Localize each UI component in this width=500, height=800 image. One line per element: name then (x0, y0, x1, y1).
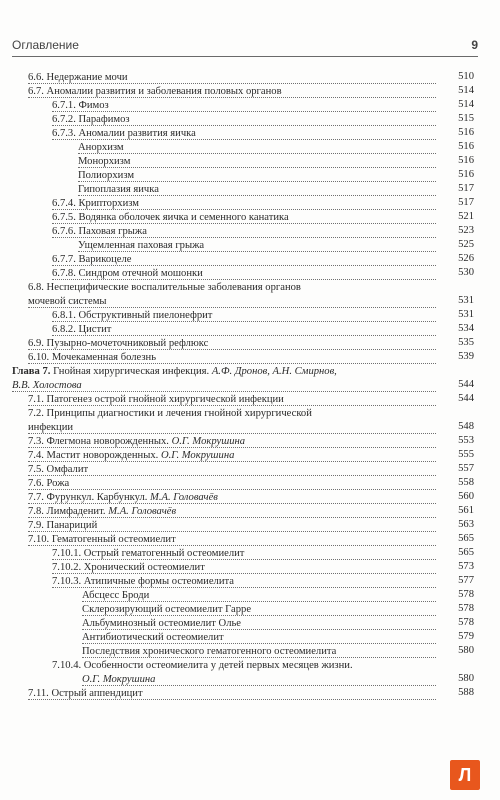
toc-entry[interactable]: 6.6. Недержание мочи (28, 70, 436, 84)
toc-entry[interactable]: 7.10.4. Особенности остеомиелита у детей первых месяцев жизни. (52, 660, 353, 671)
toc-page: 580 (458, 645, 474, 656)
toc-page: 516 (458, 127, 474, 138)
toc-page: 580 (458, 673, 474, 684)
toc-entry[interactable]: 7.2. Принципы диагностики и лечения гнойной хирургической (28, 408, 312, 419)
toc-entry[interactable]: 7.11. Острый аппендицит (28, 686, 436, 700)
toc-page: 517 (458, 183, 474, 194)
toc-entry[interactable]: 7.10. Гематогенный остеомиелит (28, 532, 436, 546)
toc-page: 523 (458, 225, 474, 236)
toc-entry[interactable]: 7.4. Мастит новорожденных. О.Г. Мокрушина (28, 448, 436, 462)
toc-entry[interactable]: Анорхизм (78, 140, 436, 154)
toc-entry[interactable]: Ущемленная паховая грыжа (78, 238, 436, 252)
page-header (12, 38, 478, 57)
toc-page: 578 (458, 603, 474, 614)
toc-entry[interactable]: 6.7.8. Синдром отечной мошонки (52, 266, 436, 280)
toc-entry[interactable]: Антибиотический остеомиелит (82, 630, 436, 644)
running-title: Оглавление (12, 38, 79, 52)
toc-page: 577 (458, 575, 474, 586)
toc-entry[interactable]: 6.7.6. Паховая грыжа (52, 224, 436, 238)
toc-entry[interactable]: Последствия хронического гематогенного остеомиелита (82, 644, 436, 658)
toc-entry[interactable]: 7.6. Рожа (28, 476, 436, 490)
toc-page (444, 364, 474, 378)
toc-entry[interactable]: 7.7. Фурункул. Карбункул. М.А. Головачёв (28, 490, 436, 504)
toc-page: 553 (458, 435, 474, 446)
toc-page: 578 (458, 617, 474, 628)
toc-entry[interactable]: 6.8. Неспецифические воспалительные заболевания органов (28, 282, 301, 293)
logo-letter: Л (458, 764, 472, 785)
toc-page: 516 (458, 155, 474, 166)
toc-page: 544 (458, 393, 474, 404)
toc-page (444, 406, 474, 420)
toc-page: 521 (458, 211, 474, 222)
toc-page: 516 (458, 141, 474, 152)
toc-page: 560 (458, 491, 474, 502)
toc-entry[interactable]: 7.5. Омфалит (28, 462, 436, 476)
publisher-logo (450, 760, 480, 790)
toc-page: 531 (458, 309, 474, 320)
toc-page: 517 (458, 197, 474, 208)
toc-entry[interactable]: 6.10. Мочекаменная болезнь (28, 350, 436, 364)
page-number: 9 (471, 38, 478, 52)
toc-page: 578 (458, 589, 474, 600)
toc-page: 548 (458, 421, 474, 432)
chapter-label: Глава 7. (12, 366, 51, 377)
toc-entry[interactable]: 7.1. Патогенез острой гнойной хирургической инфекции (28, 392, 436, 406)
toc-page: 534 (458, 323, 474, 334)
toc-entry[interactable]: 6.7.5. Водянка оболочек яичка и семенного канатика (52, 210, 436, 224)
toc-entry-continuation[interactable]: О.Г. Мокрушина (82, 672, 436, 686)
toc-page: 535 (458, 337, 474, 348)
toc-page (444, 280, 474, 294)
toc-entry[interactable]: Монорхизм (78, 154, 436, 168)
toc-page: 573 (458, 561, 474, 572)
toc-entry-continuation[interactable]: инфекции (28, 420, 436, 434)
toc-page: 544 (458, 379, 474, 390)
toc-page: 531 (458, 295, 474, 306)
toc-entry[interactable]: 6.7.7. Варикоцеле (52, 252, 436, 266)
toc-entry[interactable]: Склерозирующий остеомиелит Гарре (82, 602, 436, 616)
toc-page: 525 (458, 239, 474, 250)
toc-chapter[interactable] (12, 364, 436, 378)
toc-page: 530 (458, 267, 474, 278)
toc-entry[interactable]: 6.7.4. Крипторхизм (52, 196, 436, 210)
toc-page: 563 (458, 519, 474, 530)
toc-entry[interactable]: Полиорхизм (78, 168, 436, 182)
toc-page: 515 (458, 113, 474, 124)
chapter-authors: А.Ф. Дронов, А.Н. Смирнов, (211, 366, 337, 377)
toc-entry[interactable]: 7.8. Лимфаденит. М.А. Головачёв (28, 504, 436, 518)
toc-page: 516 (458, 169, 474, 180)
toc-chapter-continuation[interactable]: В.В. Холостова (12, 378, 436, 392)
toc-entry[interactable]: 7.9. Панариций (28, 518, 436, 532)
toc-entry[interactable]: Альбуминозный остеомиелит Олье (82, 616, 436, 630)
toc-entry[interactable]: 6.7.3. Аномалии развития яичка (52, 126, 436, 140)
toc-entry[interactable]: 7.10.3. Атипичные формы остеомиелита (52, 574, 436, 588)
toc-page (444, 658, 474, 672)
toc-page: 579 (458, 631, 474, 642)
toc-page: 561 (458, 505, 474, 516)
toc-entry[interactable]: 6.7.1. Фимоз (52, 98, 436, 112)
toc-entry[interactable]: 6.9. Пузырно-мочеточниковый рефлюкс (28, 336, 436, 350)
toc-page: 510 (458, 71, 474, 82)
chapter-title: Гнойная хирургическая инфекция. (53, 366, 210, 377)
toc-entry[interactable]: Гипоплазия яичка (78, 182, 436, 196)
toc-entry[interactable]: 6.8.1. Обструктивный пиелонефрит (52, 308, 436, 322)
toc-entry[interactable]: 7.3. Флегмона новорожденных. О.Г. Мокрушина (28, 434, 436, 448)
toc-entry[interactable]: 6.8.2. Цистит (52, 322, 436, 336)
toc-page: 539 (458, 351, 474, 362)
toc-page: 558 (458, 477, 474, 488)
toc-entry[interactable]: 6.7.2. Парафимоз (52, 112, 436, 126)
toc-entry[interactable]: 7.10.1. Острый гематогенный остеомиелит (52, 546, 436, 560)
toc-page: 565 (458, 547, 474, 558)
toc-page: 514 (458, 85, 474, 96)
toc-page: 526 (458, 253, 474, 264)
toc-page: 565 (458, 533, 474, 544)
toc-entry[interactable]: 6.7. Аномалии развития и заболевания половых органов (28, 84, 436, 98)
toc-page: 514 (458, 99, 474, 110)
toc-page: 555 (458, 449, 474, 460)
toc-entry[interactable]: Абсцесс Броди (82, 588, 436, 602)
toc-page: 588 (458, 687, 474, 698)
toc-entry[interactable]: 7.10.2. Хронический остеомиелит (52, 560, 436, 574)
toc-entry-continuation[interactable]: мочевой системы (28, 294, 436, 308)
toc-page: 557 (458, 463, 474, 474)
table-of-contents (12, 70, 474, 700)
